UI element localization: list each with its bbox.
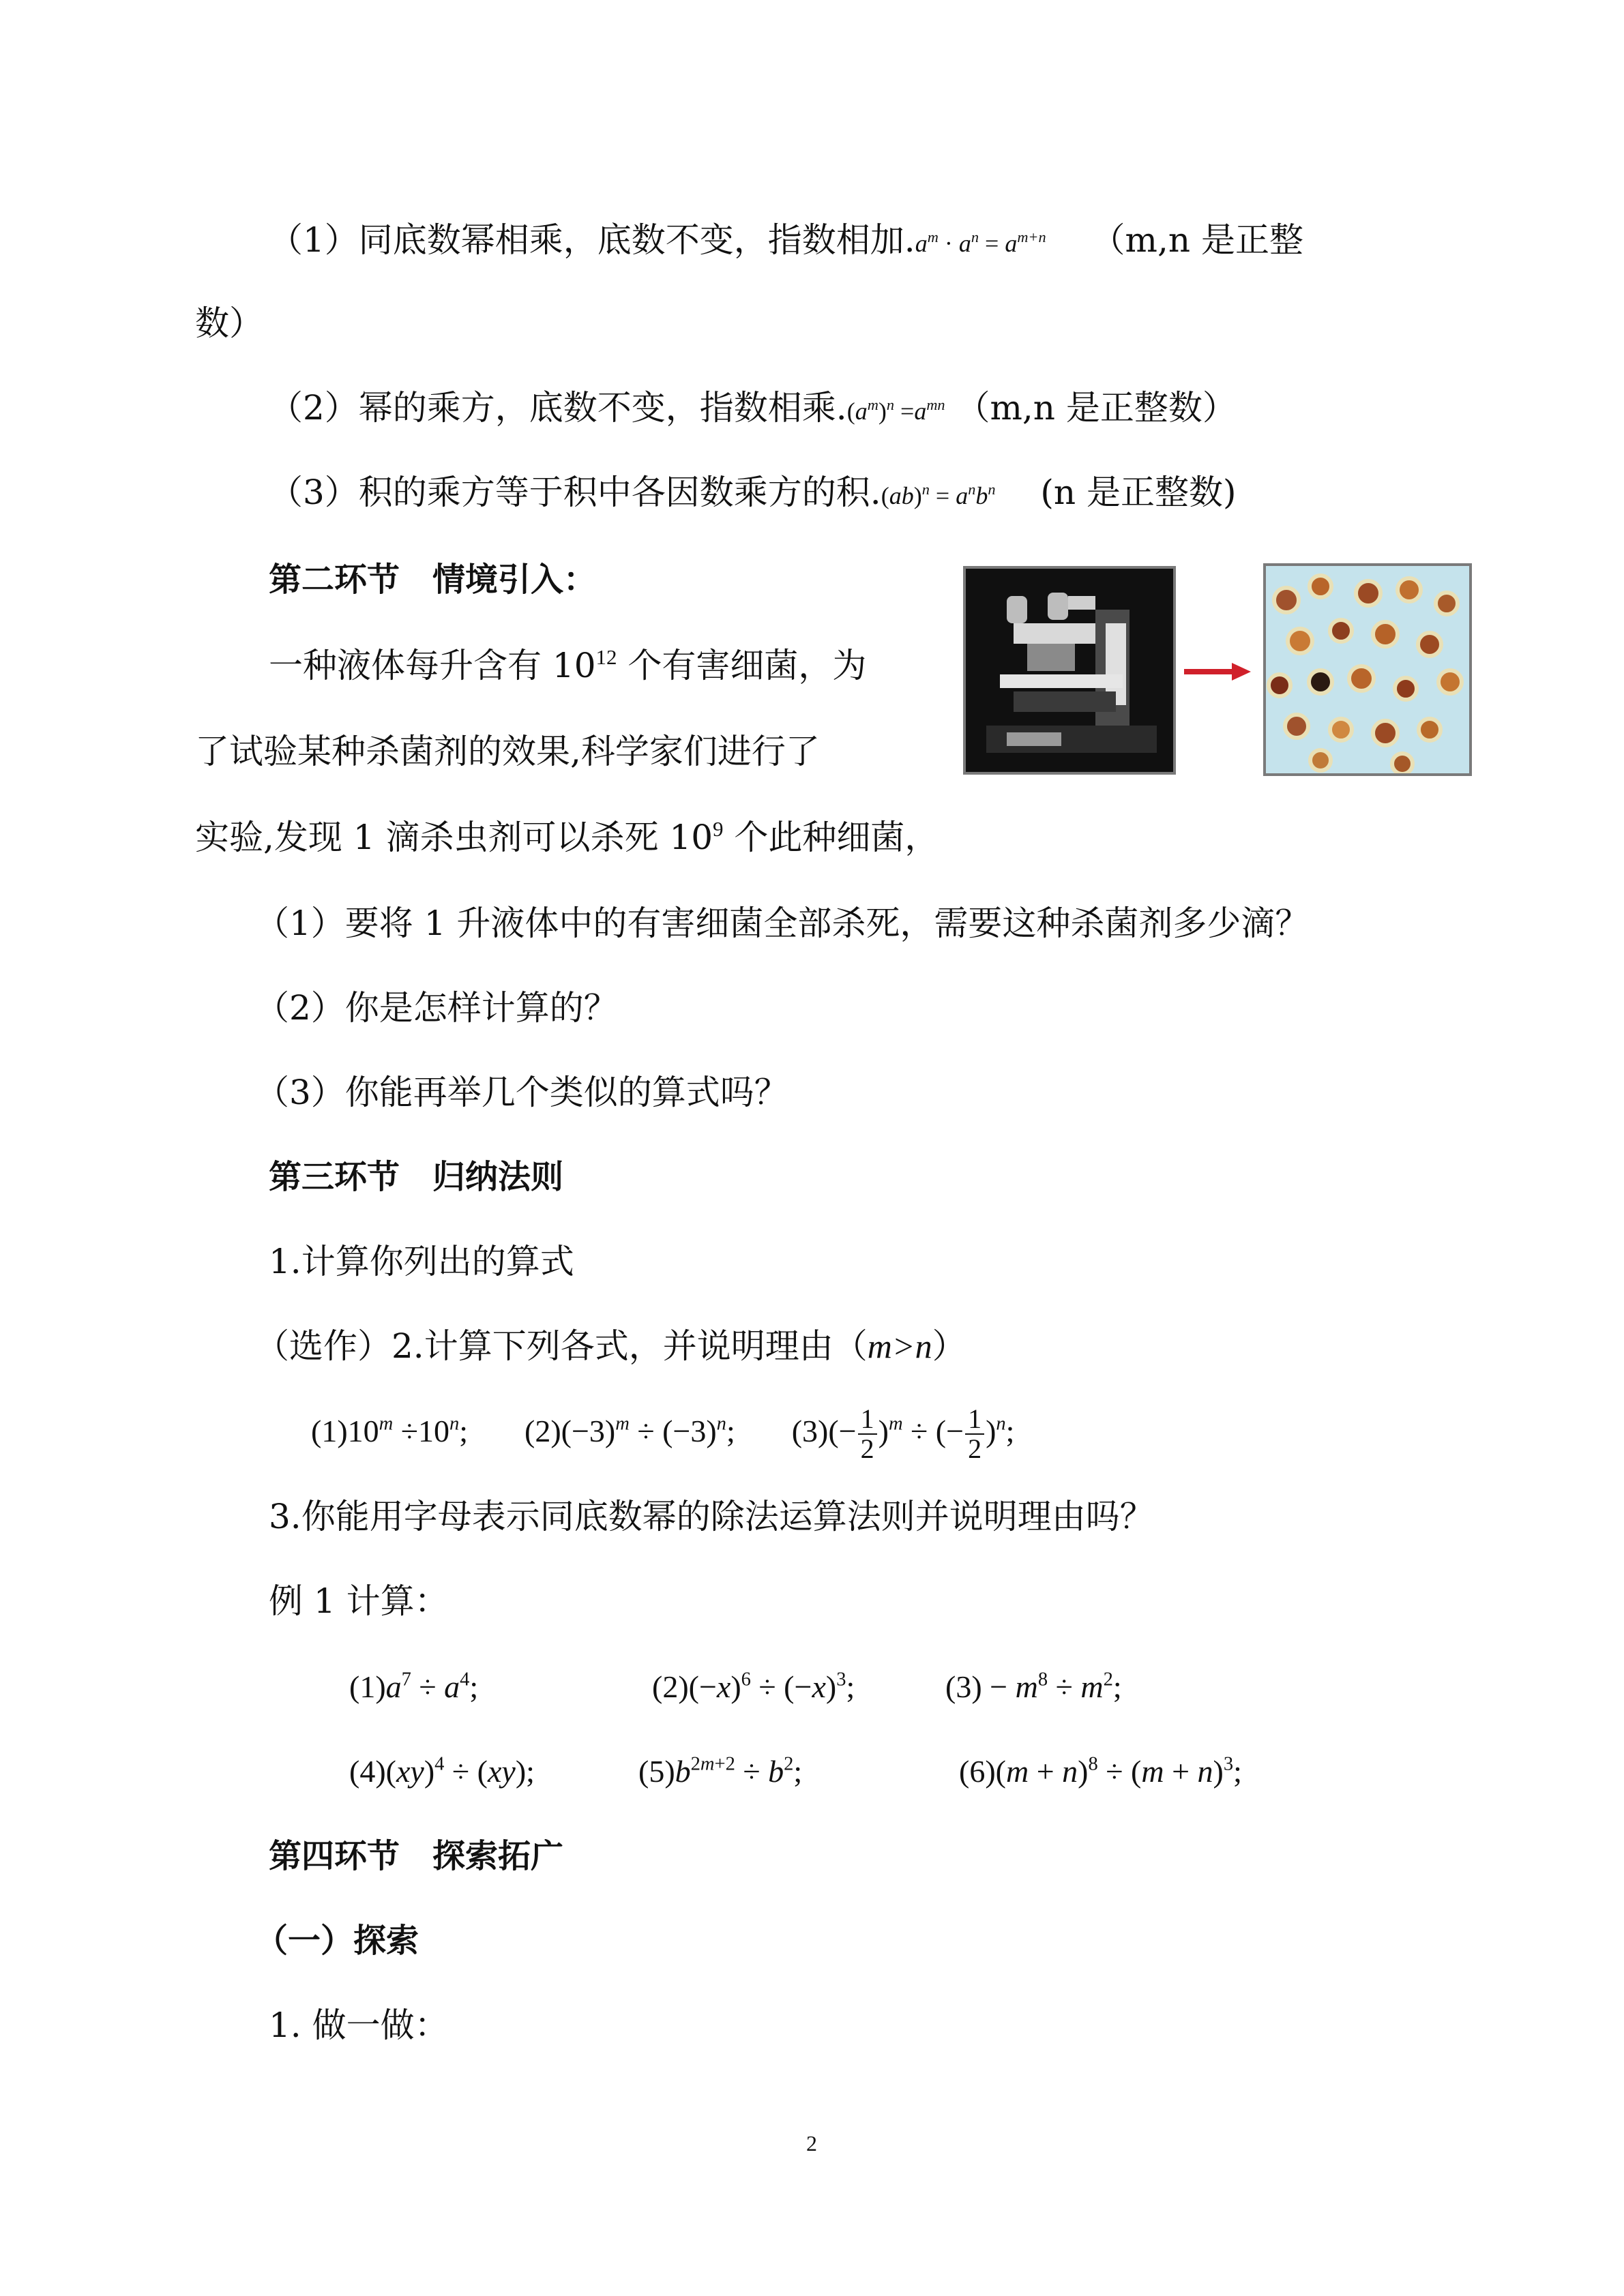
rule-1-condition-tail: 数） bbox=[195, 303, 263, 343]
question-1: （1）要将 1 升液体中的有害细菌全部杀死，需要这种杀菌剂多少滴？ bbox=[255, 904, 1310, 943]
question-3: （3）你能再举几个类似的算式吗？ bbox=[255, 1073, 788, 1112]
section-3-item-3: 3.你能用字母表示同底数幂的除法运算法则并说明理由吗？ bbox=[269, 1497, 1154, 1536]
section-3-heading: 第三环节 归纳法则 bbox=[269, 1158, 564, 1196]
bacteria-photo bbox=[1263, 563, 1472, 776]
example-6: $(6)(m + n)^8 \div (m + n)^3$; bbox=[959, 1753, 1242, 1789]
exercise-expressions-row bbox=[311, 1405, 1014, 1463]
section-4-subheading: （一）探索 bbox=[255, 1922, 419, 1960]
question-2: （2）你是怎样计算的？ bbox=[255, 988, 618, 1028]
rule-3-line bbox=[269, 471, 1237, 518]
expr-3: (3)(− $\frac{1}{2}$ )$^m$ ÷ (− $\frac{1}{2}$ )$^n$; bbox=[791, 1403, 1015, 1464]
section-2-heading: 第二环节 情境引入： bbox=[269, 561, 597, 599]
example-2: $(2)(-x)^6 \div (-x)^3$; bbox=[652, 1669, 855, 1704]
example-5: $(5)b^{2m+2} \div b^2$; bbox=[638, 1753, 803, 1789]
microscope-icon bbox=[966, 569, 1173, 772]
rule-1-text: （1）同底数幂相乘，底数不变，指数相加. bbox=[269, 220, 915, 260]
page-number: 2 bbox=[806, 2131, 817, 2156]
section-2-paragraph-line-2: 了试验某种杀菌剂的效果,科学家们进行了 bbox=[195, 732, 820, 771]
expr-1: $(1)10^m \div 10^n$; bbox=[311, 1412, 469, 1448]
rule-2-line bbox=[269, 386, 1237, 433]
bacteria-icon bbox=[1266, 566, 1469, 773]
rule-2-formula: $(a^m)^n =a^{mn}$ bbox=[846, 396, 945, 425]
section-3-item-2: （选作）2.计算下列各式，并说明理由（m>n） bbox=[255, 1326, 966, 1366]
expr-2: $(2)(-3)^m \div (-3)^n$; bbox=[525, 1412, 735, 1448]
rule-3-formula: $(ab)^n = a^nb^n$ bbox=[881, 481, 996, 509]
section-4-heading: 第四环节 探索拓广 bbox=[269, 1837, 564, 1875]
rule-2-condition: （m,n 是正整数） bbox=[956, 388, 1237, 428]
section-2-paragraph-line-1: 一种液体每升含有 $10^{12}$ 个有害细菌，为 bbox=[269, 644, 867, 685]
item-2-condition: m>n bbox=[867, 1327, 932, 1365]
example-3: $(3) - m^8 \div m^2$; bbox=[945, 1669, 1122, 1704]
example-4: (4)(xy)$^4$ ÷ (xy); bbox=[349, 1753, 535, 1789]
example-label: 例 1 计算： bbox=[269, 1581, 449, 1621]
rule-2-text: （2）幂的乘方，底数不变，指数相乘. bbox=[269, 388, 847, 428]
example-1: $(1)a^7 \div a^4$; bbox=[349, 1669, 479, 1704]
rule-1-line bbox=[269, 218, 1303, 265]
section-2-paragraph-line-3: 实验,发现 1 滴杀虫剂可以杀死 $10^9$ 个此种细菌， bbox=[195, 816, 939, 857]
microscope-photo bbox=[963, 566, 1176, 775]
rule-1-condition: （m,n 是正整 bbox=[1091, 220, 1303, 260]
rule-3-text: （3）积的乘方等于积中各因数乘方的积. bbox=[269, 473, 881, 512]
rule-3-condition: (n 是正整数) bbox=[1040, 473, 1237, 512]
rule-1-formula: $a^m \cdot a^n = a^{m+n}$ bbox=[915, 228, 1046, 257]
section-3-item-1: 1.计算你列出的算式 bbox=[269, 1242, 574, 1281]
arrow-right-icon bbox=[1184, 661, 1252, 685]
section-4-item-1: 1. 做一做： bbox=[269, 2006, 449, 2045]
